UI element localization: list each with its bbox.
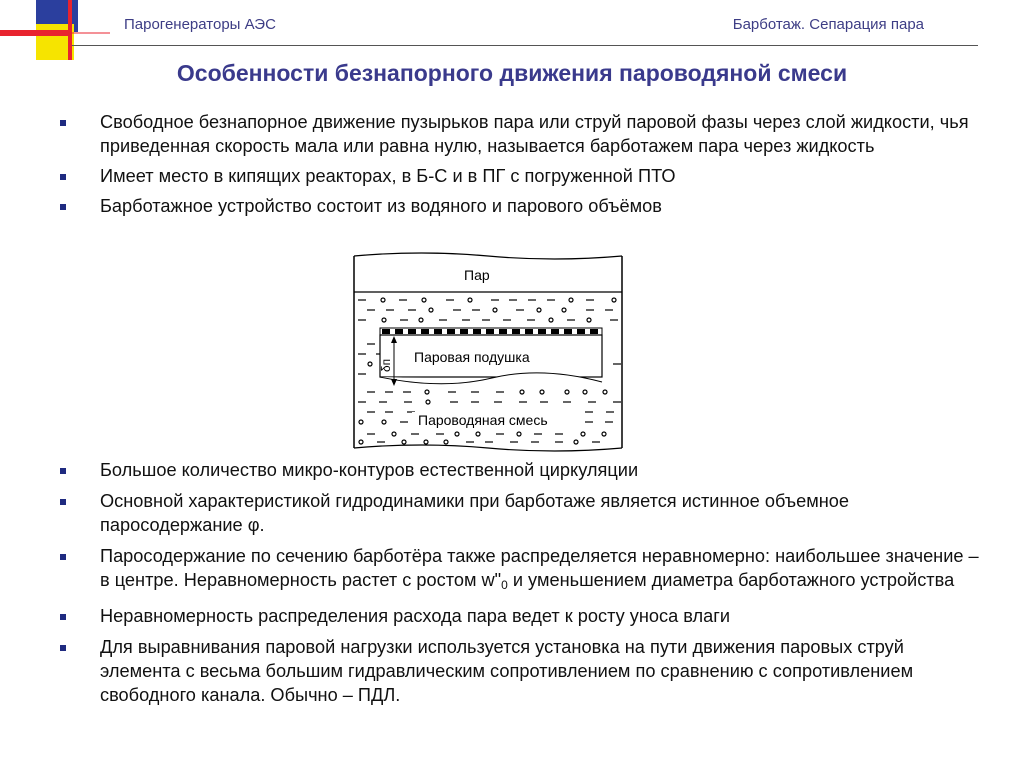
steam-bubble	[455, 432, 459, 436]
steam-bubble	[359, 440, 363, 444]
perforation-hole	[512, 329, 520, 334]
bullet-marker	[60, 554, 66, 560]
bullet-text: Имеет место в кипящих реакторах, в Б-С и в ПГ с погруженной ПТО	[100, 166, 676, 186]
steam-bubble	[359, 420, 363, 424]
steam-bubble	[476, 432, 480, 436]
steam-label: Пар	[464, 267, 490, 283]
steam-bubble	[602, 432, 606, 436]
list-item	[56, 164, 986, 188]
steam-bubble	[425, 390, 429, 394]
steam-bubble	[444, 440, 448, 444]
perforation-hole	[473, 329, 481, 334]
bullet-text: Барботажное устройство состоит из водяного и парового объёмов	[100, 196, 662, 216]
list-item	[56, 544, 986, 597]
steam-bubble	[537, 308, 541, 312]
steam-bubble	[569, 298, 573, 302]
steam-bubble	[419, 318, 423, 322]
steam-bubble	[493, 308, 497, 312]
bullet-list-bottom	[56, 458, 986, 707]
bullet-text: Свободное безнапорное движение пузырьков пара или струй паровой фазы через слой жидкости, чья приведенная скорость мала или равна нулю, называется барботажем пара через жидкость	[100, 112, 969, 156]
list-item	[56, 458, 986, 482]
perforation-hole	[525, 329, 533, 334]
bullet-marker	[60, 204, 66, 210]
list-item	[56, 604, 986, 628]
perforation-hole	[577, 329, 585, 334]
steam-bubble	[402, 440, 406, 444]
list-item	[56, 489, 986, 537]
steam-bubble	[382, 420, 386, 424]
steam-bubble	[562, 308, 566, 312]
header-left: Парогенераторы АЭС	[124, 16, 276, 33]
steam-bubble	[392, 432, 396, 436]
steam-bubble	[382, 318, 386, 322]
bullet-text: Основной характеристикой гидродинамики при барботаже является истинное объемное паросодержание φ.	[100, 491, 850, 535]
header-divider	[72, 45, 978, 46]
perforation-hole	[421, 329, 429, 334]
bullet-text-cont: и уменьшением диаметра барботажного устройства	[507, 570, 955, 590]
cushion-label: Паровая подушка	[414, 349, 530, 365]
perforation-hole	[499, 329, 507, 334]
steam-bubble	[540, 390, 544, 394]
steam-bubble	[517, 432, 521, 436]
perforation-hole	[564, 329, 572, 334]
perforation-hole	[382, 329, 390, 334]
bullet-marker	[60, 499, 66, 505]
perforation-hole	[551, 329, 559, 334]
perforation-hole	[408, 329, 416, 334]
steam-bubble	[426, 400, 430, 404]
bullet-marker	[60, 174, 66, 180]
perforation-hole	[395, 329, 403, 334]
steam-bubble	[468, 298, 472, 302]
bullet-marker	[60, 468, 66, 474]
mixture-label: Пароводяная смесь	[418, 412, 548, 428]
steam-bubble	[603, 390, 607, 394]
list-item	[56, 110, 986, 158]
bullet-marker	[60, 120, 66, 126]
steam-bubble	[549, 318, 553, 322]
bullet-text: Для выравнивания паровой нагрузки используется установка на пути движения паровых струй элемента с весьма большим гидравлическим сопротивлением по сравнению с сопротивлением свободного канала. Обычно – ПДЛ.	[100, 637, 914, 705]
bullet-list-top	[56, 110, 986, 218]
steam-bubble	[424, 440, 428, 444]
bubbler-diagram	[352, 252, 624, 452]
steam-bubble	[381, 298, 385, 302]
bullet-text: Неравномерность распределения расхода пара ведет к росту уноса влаги	[100, 606, 731, 626]
height-label: δп	[379, 358, 393, 372]
perforation-hole	[538, 329, 546, 334]
perforation-hole	[486, 329, 494, 334]
list-item	[56, 194, 986, 218]
steam-bubble	[422, 298, 426, 302]
bullet-text: Большое количество микро-контуров естественной циркуляции	[100, 460, 639, 480]
perforation-hole	[590, 329, 598, 334]
logo-decoration	[0, 0, 110, 60]
steam-bubble	[581, 432, 585, 436]
header-right: Барботаж. Сепарация пара	[732, 16, 924, 33]
bullet-marker	[60, 645, 66, 651]
steam-bubble	[429, 308, 433, 312]
perforation-hole	[460, 329, 468, 334]
steam-bubble	[368, 362, 372, 366]
bullet-marker	[60, 614, 66, 620]
list-item	[56, 635, 986, 707]
subscript-zero: 0	[501, 578, 508, 592]
perforation-hole	[447, 329, 455, 334]
steam-bubble	[574, 440, 578, 444]
steam-bubble	[583, 390, 587, 394]
page-title: Особенности безнапорного движения пароводяной смеси	[176, 60, 848, 86]
bullet-text: Паросодержание по сечению барботёра также распределяется неравномерно: наибольшее значение – в центре. Неравномерность растет с ростом w"	[100, 546, 979, 590]
steam-bubble	[565, 390, 569, 394]
steam-bubble	[612, 298, 616, 302]
steam-bubble	[587, 318, 591, 322]
perforation-hole	[434, 329, 442, 334]
steam-bubble	[520, 390, 524, 394]
